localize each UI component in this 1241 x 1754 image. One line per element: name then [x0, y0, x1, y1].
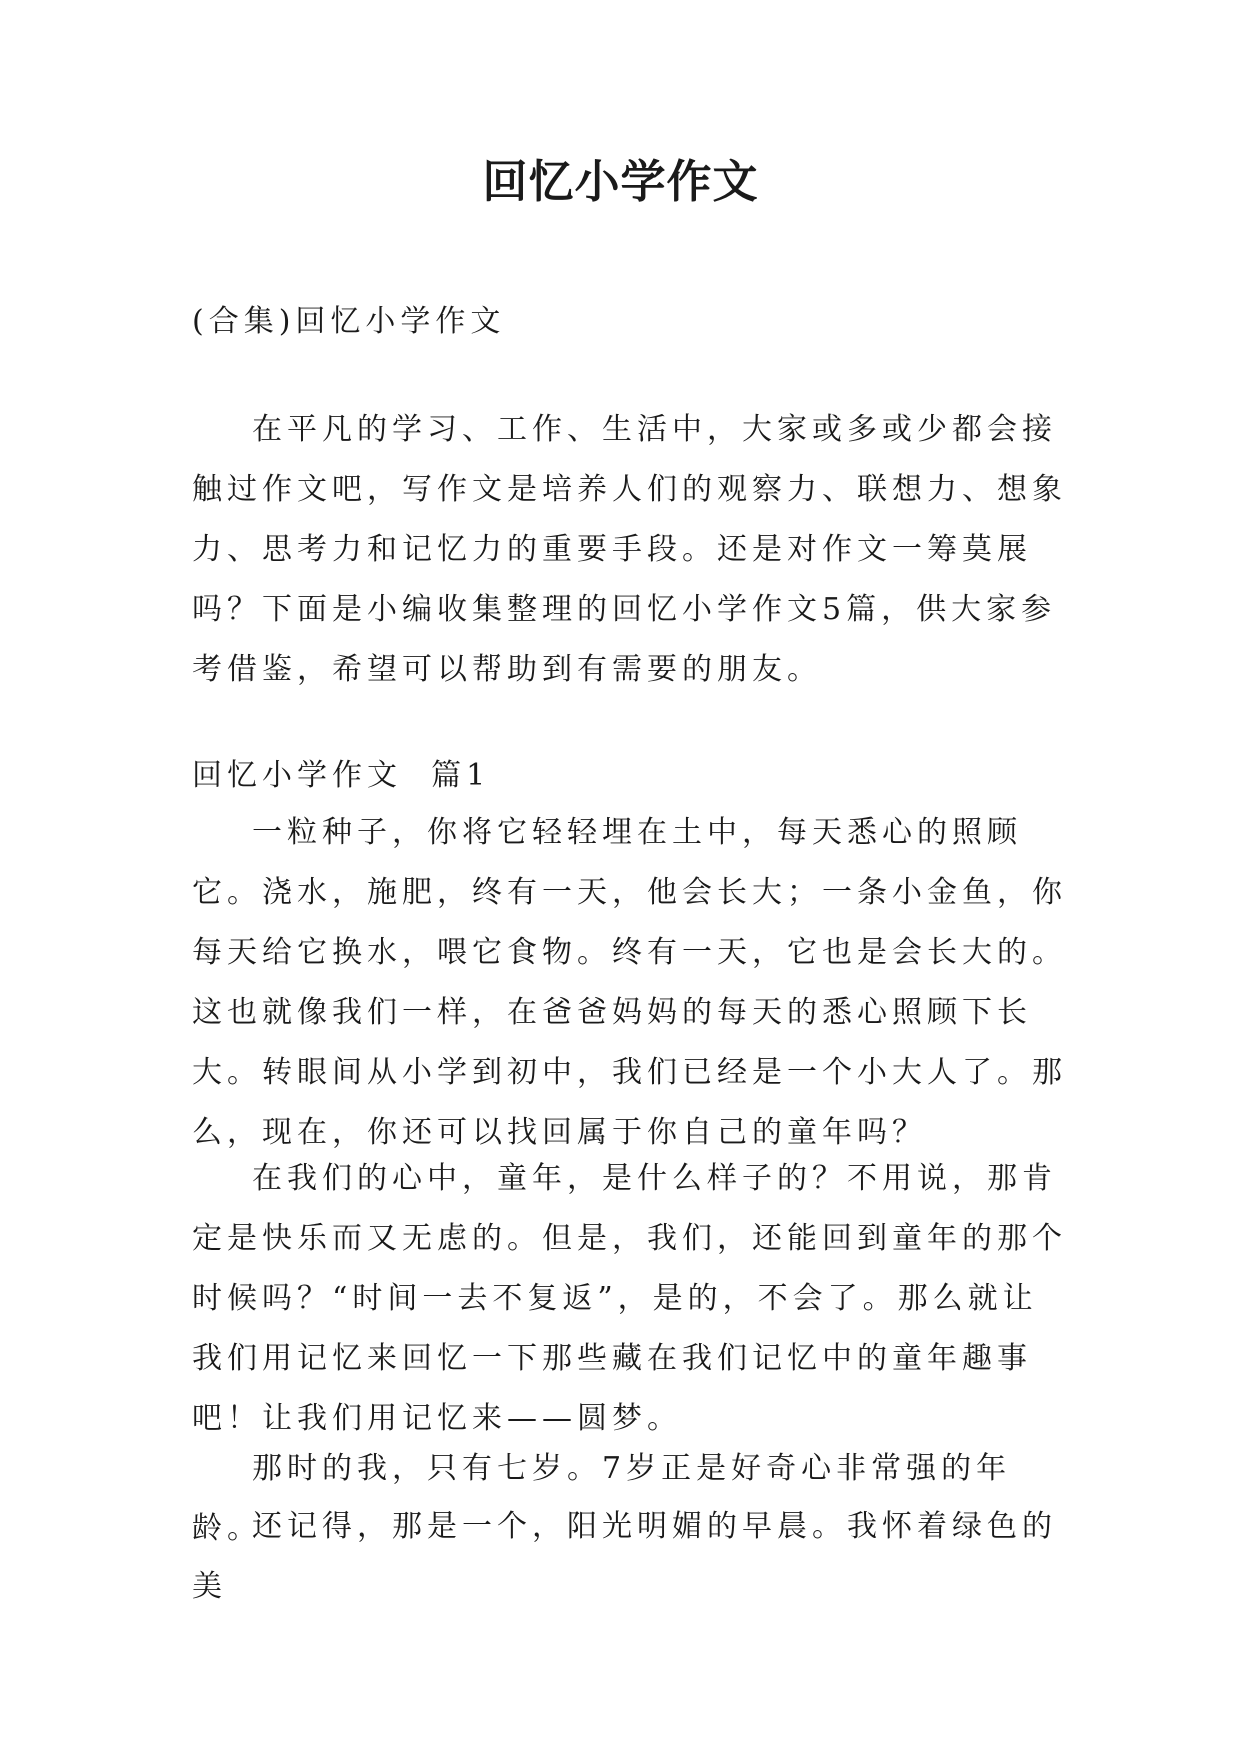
- section-heading: 回忆小学作文 篇1: [192, 758, 491, 793]
- paragraph: 那时的我，只有七岁。7岁正是好奇心非常强的年龄。: [192, 1451, 1012, 1546]
- paragraph: 一粒种子，你将它轻轻埋在土中，每天悉心的照顾它。浇水，施肥，终有一天，他会长大；一条小金鱼，你每天给它换水，喂它食物。终有一天，它也是会长大的。这也就像我们一样，在爸爸妈妈的每天的悉心照顾下长大。转眼间从小学到初中，我们已经是一个小大人了。那么，现在，你还可以找回属于你自己的童年吗？: [192, 815, 1067, 1150]
- document-subtitle: (合集)回忆小学作文: [192, 304, 506, 339]
- intro-paragraph: 在平凡的学习、工作、生活中，大家或多或少都会接触过作文吧，写作文是培养人们的观察力、联想力、想象力、思考力和记忆力的重要手段。还是对作文一筹莫展吗？下面是小编收集整理的回忆小学作文5篇，供大家参考借鉴，希望可以帮助到有需要的朋友。: [192, 412, 1067, 687]
- paragraph: 还记得，那是一个，阳光明媚的早晨。我怀着绿色的美: [192, 1509, 1057, 1604]
- paragraph: 在我们的心中，童年，是什么样子的？不用说，那肯定是快乐而又无虑的。但是，我们，还能回到童年的那个时候吗？“时间一去不复返”，是的，不会了。那么就让我们用记忆来回忆一下那些藏在我们记忆中的童年趣事吧！让我们用记忆来——圆梦。: [192, 1161, 1067, 1436]
- document-title: 回忆小学作文: [482, 155, 759, 208]
